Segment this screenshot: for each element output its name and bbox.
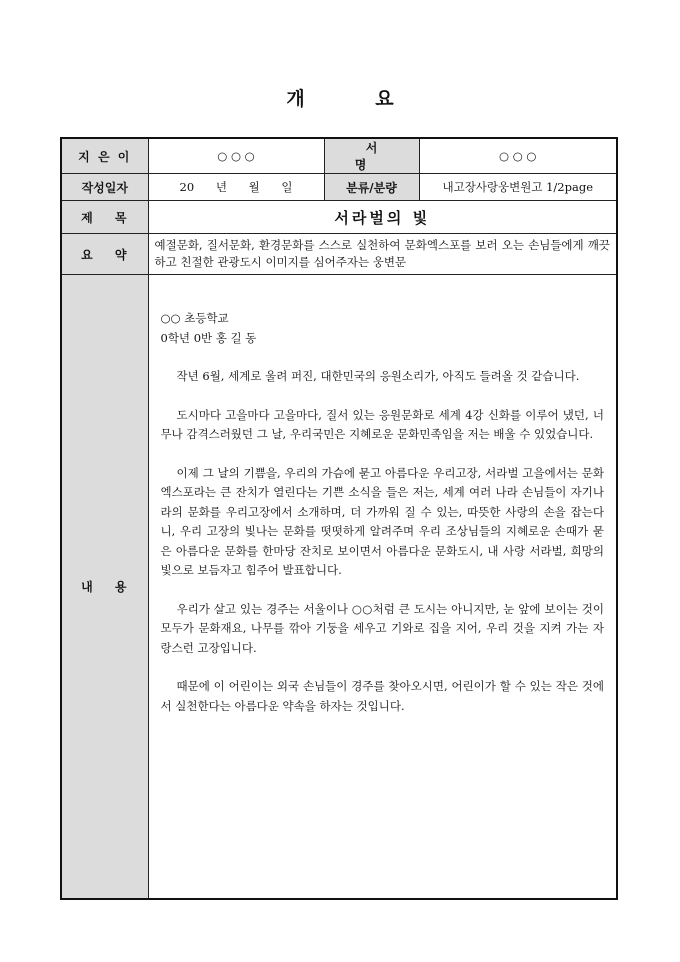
content-label: 내 용 xyxy=(61,275,148,900)
content-body xyxy=(148,275,617,900)
speech-title: 서라벌의 빛 xyxy=(148,201,617,234)
date-row xyxy=(61,174,617,201)
summary-row xyxy=(61,234,617,275)
category-label: 분류/분량 xyxy=(324,174,419,201)
author-label: 지 은 이 xyxy=(61,138,148,174)
summary-label: 요 약 xyxy=(61,234,148,275)
paragraph: 작년 6월, 세계로 울려 퍼진, 대한민국의 응원소리가, 아직도 들려올 것 같습니다. xyxy=(176,369,580,383)
author-row xyxy=(61,138,617,174)
signature-label: 서 명 xyxy=(324,138,419,174)
date-label: 작성일자 xyxy=(61,174,148,201)
paragraph: 도시마다 고을마다 고을마다, 질서 있는 응원문화로 세계 4강 신화를 이루어 냈던, 너무나 감격스러웠던 그 날, 우리국민은 지혜로운 문화민족임을 저는 배울 수 있었습니다. xyxy=(160,407,604,441)
signature-value: ○ ○ ○ xyxy=(419,138,617,174)
date-value: 20 년 월 일 xyxy=(148,174,324,201)
content-row xyxy=(61,275,617,900)
summary-value: 예절문화, 질서문화, 환경문화를 스스로 실천하여 문화엑스포를 보러 오는 손님들에게 깨끗하고 친절한 관광도시 이미지를 심어주자는 웅변문 xyxy=(148,234,617,275)
author-value: ○ ○ ○ xyxy=(148,138,324,174)
page-title: 개 요 xyxy=(286,88,426,110)
paragraph: 이제 그 날의 기쁨을, 우리의 가슴에 묻고 아름다운 우리고장, 서라벌 고을에서는 문화엑스포라는 큰 잔치가 열린다는 기쁜 소식을 들은 저는, 세계 여러 나라 손님들이 자기나라의 문화를 우리고장에서 소개하며, 더 가까워 질 수 있는, 따뜻한 사랑의 손을 잡는다니, 우리 고장의 빛나는 문화를 떳떳하게 알려주며 우리 조상님들의 지혜로운 손때가 묻은 아름다운 문화를 한마당 잔치로 보이면서 아름다운 문화도시, 내 사랑 서라벌, 희망의 빛으로 보듬자고 힘주어 발표합니다. xyxy=(160,465,604,577)
paragraph: 우리가 살고 있는 경주는 서울이나 ○○처럼 큰 도시는 아니지만, 눈 앞에 보이는 것이 모두가 문화재요, 나무를 깎아 기둥을 세우고 기와로 집을 지어, 우리 것을 지켜 가는 자랑스런 고장입니다. xyxy=(160,601,604,655)
category-value: 내고장사랑웅변원고 1/2page xyxy=(419,174,617,201)
school-name: ○○ 초등학교 xyxy=(160,311,229,325)
overview-form-table xyxy=(60,137,618,900)
student-name: 0학년 0반 홍 길 동 xyxy=(160,330,257,345)
paragraph: 때문에 이 어린이는 외국 손님들이 경주를 찾아오시면, 어린이가 할 수 있는 작은 것에서 실천한다는 아름다운 약속을 하자는 것입니다. xyxy=(160,679,604,713)
title-label: 제 목 xyxy=(61,201,148,234)
title-row xyxy=(61,201,617,234)
